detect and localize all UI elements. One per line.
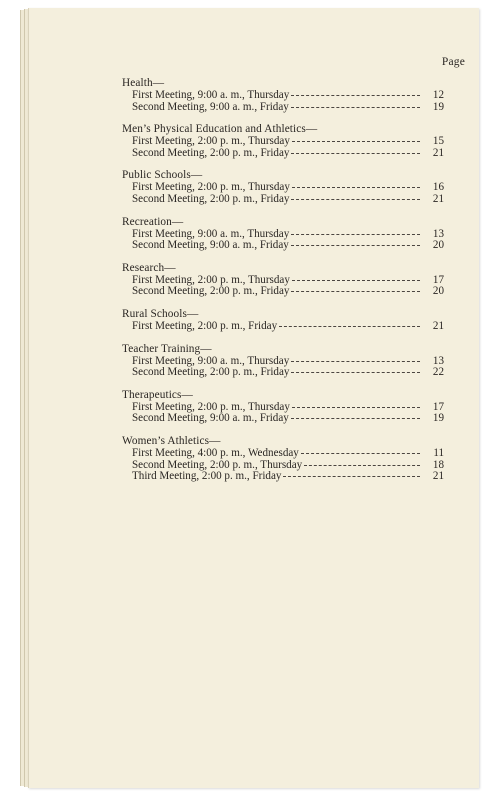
entry-page-number: 17 [432, 273, 444, 286]
entry-label: First Meeting, 2:00 p. m., Thursday [132, 181, 290, 194]
leader-dots [291, 106, 420, 108]
entry-label: Second Meeting, 9:00 a. m., Friday [132, 239, 289, 252]
section-heading: Health— [122, 77, 165, 89]
section-heading: Men’s Physical Education and Athletics— [122, 123, 318, 136]
toc-section [122, 389, 444, 425]
leader-dots [292, 186, 420, 188]
section-heading: Therapeutics— [122, 388, 193, 401]
section-heading: Public Schools— [122, 169, 203, 182]
toc-section [122, 216, 444, 252]
leader-dots [279, 325, 420, 327]
leader-dots [291, 417, 420, 419]
section-heading: Research— [122, 261, 176, 274]
entry-page-number: 17 [432, 400, 444, 413]
entry-label: Second Meeting, 2:00 p. m., Thursday [132, 458, 303, 471]
entry-label: Third Meeting, 2:00 p. m., Friday [132, 470, 282, 483]
leader-dots [292, 406, 420, 408]
entry-label: Second Meeting, 2:00 p. m., Friday [132, 285, 290, 298]
entry-label: First Meeting, 2:00 p. m., Friday [132, 319, 278, 332]
entry-label: Second Meeting, 9:00 a. m., Friday [132, 100, 289, 113]
toc-section [122, 262, 444, 298]
entry-page-number: 20 [432, 239, 444, 252]
toc-entry [122, 471, 444, 483]
entry-page-number: 21 [432, 319, 444, 332]
section-heading: Women’s Athletics— [122, 434, 221, 447]
entry-label: Second Meeting, 2:00 p. m., Friday [132, 366, 290, 379]
toc-entry [122, 194, 444, 206]
entry-page-number: 16 [432, 181, 444, 194]
leader-dots [292, 279, 420, 281]
leader-dots [291, 360, 420, 362]
entry-page-number: 21 [432, 470, 444, 483]
entry-page-number: 13 [432, 227, 444, 240]
entry-label: First Meeting, 2:00 p. m., Thursday [132, 135, 290, 148]
section-heading: Teacher Training— [122, 342, 212, 355]
toc-entry [122, 321, 444, 333]
entry-label: First Meeting, 9:00 a. m., Thursday [132, 354, 290, 367]
leader-dots [291, 290, 420, 292]
leader-dots [291, 152, 420, 154]
entry-page-number: 19 [432, 412, 444, 425]
entry-label: Second Meeting, 2:00 p. m., Friday [132, 192, 290, 205]
leader-dots [291, 244, 420, 246]
entry-page-number: 20 [432, 285, 444, 298]
entry-label: First Meeting, 9:00 a. m., Thursday [132, 89, 290, 101]
toc-entry [122, 148, 444, 160]
leader-dots [291, 233, 420, 235]
entry-page-number: 18 [432, 458, 444, 471]
toc-section [122, 169, 444, 205]
entry-page-number: 22 [432, 366, 444, 379]
page-column-heading: Page [441, 56, 465, 68]
leader-dots [291, 94, 420, 96]
toc-section [122, 123, 444, 159]
toc-entry [122, 90, 444, 102]
leader-dots [304, 464, 420, 466]
entry-page-number: 21 [432, 192, 444, 205]
leader-dots [291, 198, 420, 200]
entry-label: First Meeting, 2:00 p. m., Thursday [132, 400, 290, 413]
leader-dots [283, 475, 420, 477]
toc-entry [122, 448, 444, 460]
leader-dots [301, 452, 420, 454]
toc-section [122, 435, 444, 483]
toc-section [122, 308, 444, 333]
section-heading: Recreation— [122, 215, 184, 228]
section-heading: Rural Schools— [122, 307, 199, 320]
entry-page-number: 13 [432, 354, 444, 367]
toc-entry [122, 102, 444, 114]
toc-section [122, 343, 444, 379]
toc-entry [122, 240, 444, 252]
entry-page-number: 19 [432, 100, 444, 113]
entry-page-number: 11 [433, 446, 444, 459]
leader-dots [291, 371, 420, 373]
entry-page-number: 15 [432, 135, 444, 148]
entry-label: Second Meeting, 2:00 p. m., Friday [132, 146, 290, 159]
toc-entry [122, 413, 444, 425]
toc-entry [122, 286, 444, 298]
entry-label: First Meeting, 9:00 a. m., Thursday [132, 227, 290, 240]
toc-entry [122, 367, 444, 379]
entry-page-number: 12 [432, 89, 444, 101]
entry-page-number: 21 [432, 146, 444, 159]
toc-section [122, 77, 444, 113]
entry-label: Second Meeting, 9:00 a. m., Friday [132, 412, 289, 425]
entry-label: First Meeting, 4:00 p. m., Wednesday [132, 446, 299, 459]
table-of-contents [122, 77, 444, 493]
entry-label: First Meeting, 2:00 p. m., Thursday [132, 273, 290, 286]
leader-dots [292, 140, 420, 142]
